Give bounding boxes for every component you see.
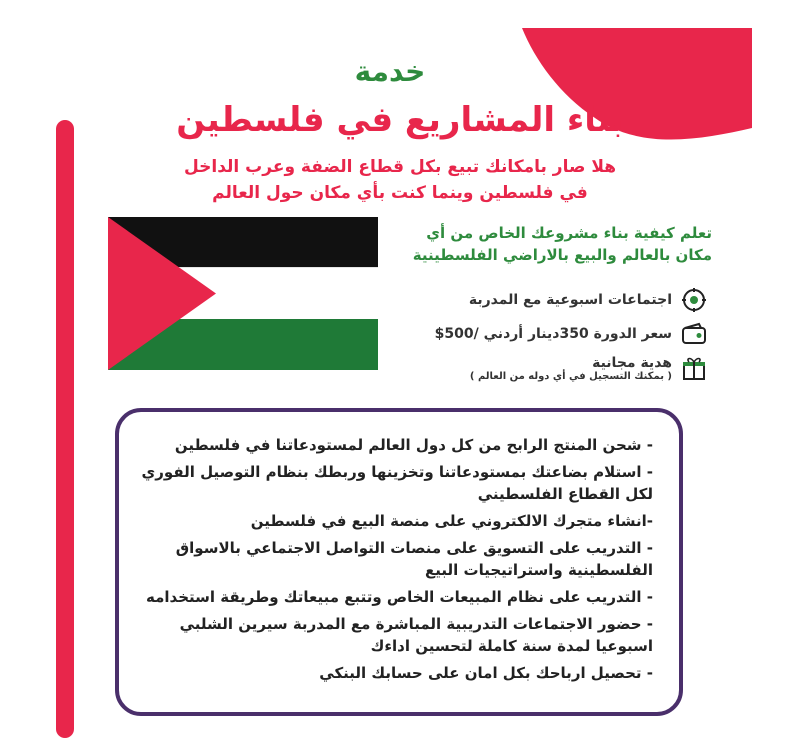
list-item: - استلام بضاعتك بمستودعاتنا وتخزينها وربطك بنظام التوصيل الفوري لكل القطاع الفلسطيني [141, 463, 653, 503]
feature-course-price [435, 320, 708, 348]
palestine-flag-image [108, 217, 378, 370]
benefits-list [133, 434, 653, 689]
service-label: خدمة [354, 55, 426, 88]
list-item: - تحصيل ارباحك بكل امان على حسابك البنكي [319, 664, 653, 682]
side-accent-bar [56, 120, 74, 738]
list-item: - حضور الاجتماعات التدريبية المباشرة مع المدربة سيرين الشلبي اسبوعيا لمدة سنة كاملة لتحسين اداءك [179, 615, 653, 655]
feature-text: هدية مجانية [592, 354, 672, 371]
benefits-card [115, 408, 683, 716]
intro-text [410, 222, 712, 266]
list-item: -انشاء متجرك الالكتروني على منصة البيع في فلسطين [250, 512, 653, 530]
intro-line-2: مكان بالعالم والبيع بالاراضي الفلسطينية [412, 246, 712, 264]
page-title: بناء المشاريع في فلسطين [176, 100, 624, 140]
intro-line-1: تعلم كيفية بناء مشروعك الخاص من أي [426, 224, 712, 242]
list-item: - شحن المنتج الرابح من كل دول العالم لمستودعاتنا في فلسطين [174, 436, 653, 454]
gear-refresh-icon [680, 286, 708, 314]
subtitle-line-2: في فلسطين وينما كنت بأي مكان حول العالم [212, 183, 588, 203]
list-item: - التدريب على نظام المبيعات الخاص وتتبع مبيعاتك وطريقة استخدامه [146, 588, 653, 606]
subtitle [150, 154, 650, 206]
feature-text: اجتماعات اسبوعية مع المدربة [468, 292, 672, 308]
feature-subtext: ( بمكنك التسجيل في أي دوله من العالم ) [469, 370, 672, 382]
feature-text: سعر الدورة 350دينار أردني /500$ [434, 326, 672, 342]
subtitle-line-1: هلا صار بامكانك تبيع بكل قطاع الضفة وعرب الداخل [183, 157, 617, 177]
wallet-icon [680, 320, 708, 348]
list-item: - التدريب على التسويق على منصات التواصل الاجتماعي بالاسواق الفلسطينية واستراتيجيات البيع [175, 539, 653, 579]
feature-free-gift [470, 354, 708, 382]
feature-text-group [470, 355, 672, 382]
feature-weekly-meetings [469, 286, 708, 314]
gift-icon [680, 354, 708, 382]
